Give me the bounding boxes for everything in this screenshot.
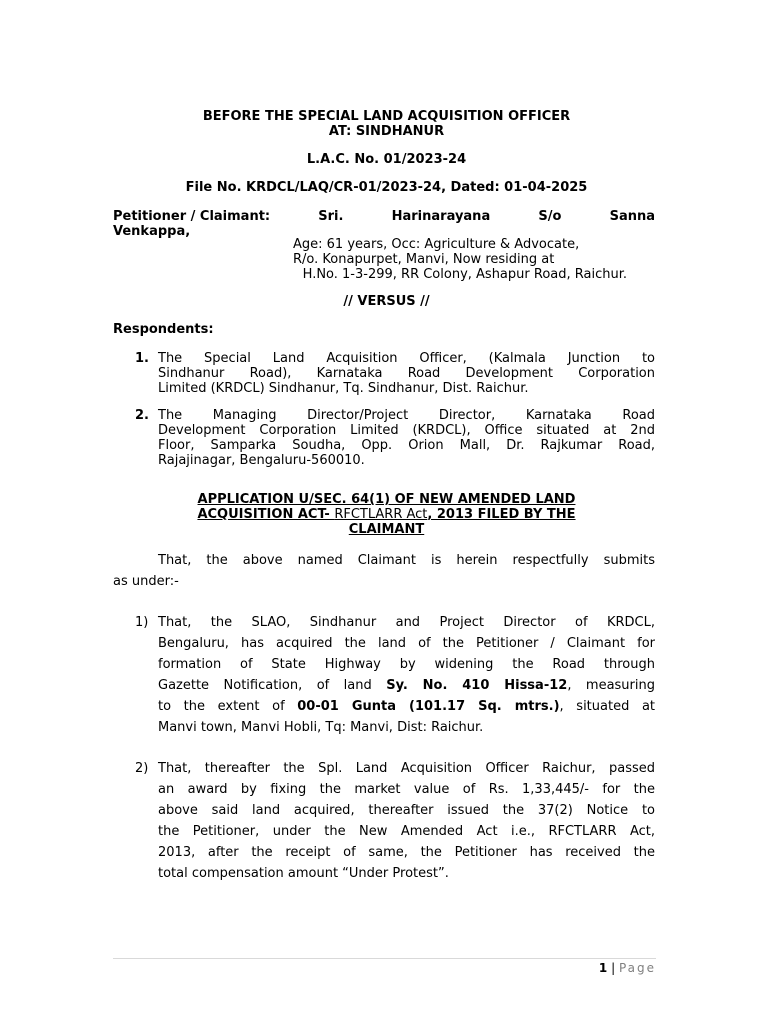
petitioner-name-word: Harinarayana — [391, 209, 491, 224]
paragraph-line: to the extent of 00-01 Gunta (101.17 Sq. mtrs.), situated at — [158, 699, 656, 714]
paragraph-line: the Petitioner, under the New Amended Act i.e., RFCTLARR Act, — [158, 824, 655, 839]
respondent-line: Development Corporation Limited (KRDCL), Office situated at 2nd — [158, 423, 655, 438]
petitioner-detail-line: Age: 61 years, Occ: Agriculture & Advocate, — [293, 237, 580, 252]
intro-line: That, the above named Claimant is herein respectfully submits — [158, 553, 655, 568]
paragraph-line: total compensation amount “Under Protest”. — [158, 866, 449, 881]
application-title-line: CLAIMANT — [348, 522, 425, 537]
petitioner-block — [113, 209, 655, 239]
petitioner-name-word: Sanna — [609, 209, 655, 224]
respondent-item — [113, 351, 655, 396]
paragraph-line: That, thereafter the Spl. Land Acquisition Officer Raichur, passed — [158, 761, 655, 776]
respondent-line: The Special Land Acquisition Officer, (Kalmala Junction to — [158, 351, 655, 366]
respondent-line: Floor, Samparka Soudha, Opp. Orion Mall, Dr. Rajkumar Road, — [158, 438, 655, 453]
respondent-line: Rajajinagar, Bengaluru-560010. — [158, 453, 365, 468]
respondent-line: The Managing Director/Project Director, Karnataka Road — [158, 408, 655, 423]
lac-number: L.A.C. No. 01/2023-24 — [306, 152, 467, 167]
respondent-item — [113, 408, 655, 468]
respondent-line: Limited (KRDCL) Sindhanur, Tq. Sindhanur, Dist. Raichur. — [158, 381, 529, 396]
paragraph-line: Bengaluru, has acquired the land of the Petitioner / Claimant for — [158, 636, 655, 651]
paragraph-line: Manvi town, Manvi Hobli, Tq: Manvi, Dist: Raichur. — [158, 720, 484, 735]
paragraph-line: an award by fixing the market value of Rs. 1,33,445/- for the — [158, 782, 655, 797]
paragraph-number: 2) — [135, 761, 149, 776]
petitioner-name-cont: Venkappa, — [113, 224, 191, 239]
respondent-line: Sindhanur Road), Karnataka Road Development Corporation — [158, 366, 655, 381]
page-separator: | — [611, 961, 616, 975]
paragraph-2 — [113, 758, 655, 884]
petitioner-name-word: Sri. — [318, 209, 344, 224]
application-title — [113, 492, 660, 537]
paragraph-line: 2013, after the receipt of same, the Petitioner has received the — [158, 845, 655, 860]
intro-line: as under:- — [113, 574, 179, 589]
respondents-label: Respondents: — [113, 322, 214, 337]
page-number: 1 — [598, 961, 608, 975]
petitioner-name-word: S/o — [538, 209, 562, 224]
file-number: File No. KRDCL/LAQ/CR-01/2023-24, Dated: 01-04-2025 — [185, 180, 588, 195]
intro-paragraph — [113, 550, 655, 592]
page-word: Page — [618, 961, 656, 975]
application-title-line: ACQUISITION ACT- RFCTLARR Act, 2013 FILED BY THE — [197, 507, 576, 522]
court-heading — [113, 109, 660, 139]
petitioner-detail-line: H.No. 1-3-299, RR Colony, Ashapur Road, Raichur. — [302, 267, 627, 282]
page-footer — [599, 961, 656, 975]
paragraph-line: above said land acquired, thereafter issued the 37(2) Notice to — [158, 803, 655, 818]
respondent-number: 1. — [135, 351, 149, 366]
petitioner-line — [113, 209, 655, 224]
paragraph-line: formation of State Highway by widening the Road through — [158, 657, 655, 672]
paragraph-1 — [113, 612, 655, 738]
versus: // VERSUS // — [343, 294, 430, 309]
petitioner-label: Petitioner / Claimant: — [113, 209, 271, 224]
heading-line-1: BEFORE THE SPECIAL LAND ACQUISITION OFFICER — [202, 109, 571, 124]
application-title-line: APPLICATION U/SEC. 64(1) OF NEW AMENDED LAND — [197, 492, 576, 507]
paragraph-line: Gazette Notification, of land Sy. No. 410 Hissa-12, measuring — [158, 678, 655, 693]
paragraph-number: 1) — [135, 615, 149, 630]
petitioner-details — [113, 237, 627, 282]
heading-line-2: AT: SINDHANUR — [328, 124, 445, 139]
petitioner-detail-line: R/o. Konapurpet, Manvi, Now residing at — [293, 252, 555, 267]
paragraph-line: That, the SLAO, Sindhanur and Project Director of KRDCL, — [158, 615, 655, 630]
respondent-number: 2. — [135, 408, 149, 423]
footer-divider — [113, 958, 656, 959]
